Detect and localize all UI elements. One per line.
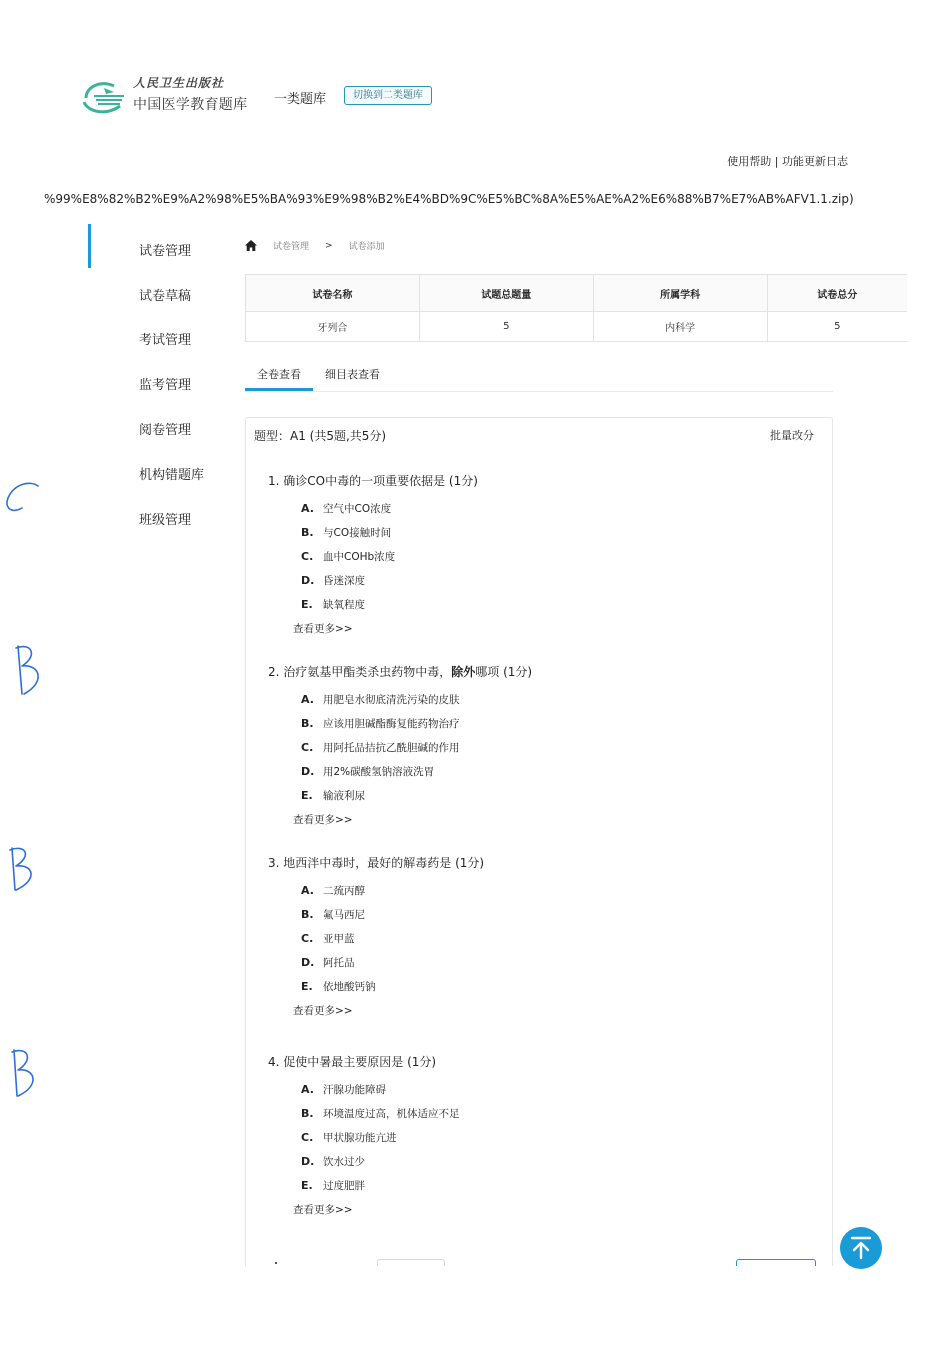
option-letter: A. bbox=[301, 1083, 314, 1096]
view-more-link[interactable]: 查看更多>> bbox=[293, 1204, 353, 1216]
option-item bbox=[301, 573, 365, 588]
pagination-fragment bbox=[275, 1262, 277, 1264]
option-text: 应该用胆碱酯酶复能药物治疗 bbox=[323, 718, 460, 730]
column-header: 试卷名称 bbox=[246, 275, 420, 312]
column-header: 试卷总分 bbox=[767, 275, 907, 312]
option-item bbox=[301, 907, 365, 922]
question-stem-text: 哪项 (1分) bbox=[475, 665, 533, 679]
option-letter: E. bbox=[301, 598, 313, 611]
option-letter: E. bbox=[301, 1179, 313, 1192]
option-text: 空气中CO浓度 bbox=[323, 503, 392, 515]
option-item bbox=[301, 931, 355, 946]
question-bank-name: 一类题库 bbox=[274, 92, 327, 107]
question-stem-text: 2. 治疗氨基甲酯类杀虫药物中毒， bbox=[268, 665, 452, 679]
switch-bank-button[interactable]: 切换到二类题库 bbox=[344, 86, 432, 105]
option-text: 缺氧程度 bbox=[323, 599, 365, 611]
question-type-label: 题型：A1 (共5题,共5分) bbox=[254, 429, 387, 443]
sidebar-active-indicator bbox=[88, 224, 91, 268]
option-text: 与CO接触时间 bbox=[323, 527, 392, 539]
paper-info-table bbox=[245, 274, 907, 342]
question-stem bbox=[268, 663, 532, 680]
option-letter: B. bbox=[301, 908, 314, 921]
option-letter: C. bbox=[301, 550, 314, 563]
option-item bbox=[301, 1082, 386, 1097]
home-icon[interactable] bbox=[245, 240, 257, 251]
handwritten-answer-b bbox=[6, 844, 42, 894]
option-item bbox=[301, 883, 365, 898]
option-item bbox=[301, 979, 376, 994]
option-letter: C. bbox=[301, 932, 314, 945]
option-text: 依地酸钙钠 bbox=[323, 981, 376, 993]
option-item bbox=[301, 549, 395, 564]
sidebar-item-class-manage[interactable]: 班级管理 bbox=[139, 513, 192, 528]
option-item bbox=[301, 525, 391, 540]
option-letter: D. bbox=[301, 574, 315, 587]
scroll-top-button[interactable] bbox=[840, 1227, 882, 1269]
sidebar-item-paper-draft[interactable]: 试卷草稿 bbox=[139, 289, 192, 304]
option-text: 过度肥胖 bbox=[323, 1180, 365, 1192]
logo-publisher-text: 人民卫生出版社 bbox=[133, 76, 225, 90]
option-item bbox=[301, 788, 365, 803]
option-item bbox=[301, 1178, 365, 1193]
option-text: 环境温度过高，机体适应不足 bbox=[323, 1108, 460, 1120]
table-cell: 5 bbox=[419, 312, 593, 342]
option-letter: B. bbox=[301, 1107, 314, 1120]
option-letter: D. bbox=[301, 956, 315, 969]
option-letter: A. bbox=[301, 502, 314, 515]
question-stem: 1. 确诊CO中毒的一项重要依据是 (1分) bbox=[268, 474, 478, 488]
option-text: 阿托品 bbox=[323, 957, 355, 969]
option-letter: D. bbox=[301, 765, 315, 778]
option-letter: E. bbox=[301, 980, 313, 993]
question-stem-emphasis: 除外 bbox=[451, 665, 476, 679]
option-text: 用肥皂水彻底清洗污染的皮肤 bbox=[323, 694, 460, 706]
option-item bbox=[301, 1154, 365, 1169]
option-text: 二巯丙醇 bbox=[323, 885, 365, 897]
logo-emblem-icon bbox=[80, 76, 128, 116]
table-cell: 内科学 bbox=[593, 312, 767, 342]
table-header-row bbox=[246, 275, 908, 312]
option-letter: A. bbox=[301, 693, 314, 706]
option-item bbox=[301, 501, 391, 516]
option-letter: E. bbox=[301, 789, 313, 802]
link-separator: | bbox=[774, 155, 779, 168]
sidebar-item-paper-manage[interactable]: 试卷管理 bbox=[139, 244, 192, 259]
question-stem: 3. 地西泮中毒时，最好的解毒药是 (1分) bbox=[268, 856, 485, 870]
handwritten-answer-c bbox=[4, 480, 44, 516]
logo[interactable] bbox=[80, 74, 260, 118]
handwritten-answer-b bbox=[12, 642, 48, 698]
handwritten-answer-b bbox=[8, 1046, 44, 1100]
option-item bbox=[301, 955, 355, 970]
option-text: 输液利尿 bbox=[323, 790, 365, 802]
option-item bbox=[301, 740, 460, 755]
view-more-link[interactable]: 查看更多>> bbox=[293, 1005, 353, 1017]
breadcrumb-current: 试卷添加 bbox=[348, 242, 385, 252]
option-text: 甲状腺功能亢进 bbox=[323, 1132, 397, 1144]
tab-full-paper[interactable]: 全卷查看 bbox=[257, 368, 301, 381]
option-letter: C. bbox=[301, 1131, 314, 1144]
table-cell: 5 bbox=[767, 312, 907, 342]
sidebar-item-wrong-bank[interactable]: 机构错题库 bbox=[139, 468, 205, 483]
tab-detail-table[interactable]: 细目表查看 bbox=[325, 368, 380, 381]
question-stem: 4. 促使中暑最主要原因是 (1分) bbox=[268, 1055, 437, 1069]
option-item bbox=[301, 716, 460, 731]
option-letter: D. bbox=[301, 1155, 315, 1168]
option-text: 汗腺功能障碍 bbox=[323, 1084, 386, 1096]
breadcrumb-separator: > bbox=[325, 240, 333, 251]
table-cell: 牙列合 bbox=[246, 312, 420, 342]
breadcrumb-item[interactable]: 试卷管理 bbox=[273, 242, 310, 252]
download-url-text: %99%E8%82%B2%E9%A2%98%E5%BA%93%E9%98%B2%E4%BD%9C%E5%BC%8A%E5%AE%A2%E6%88%B7%E7%AB%AFV1.1.zip) bbox=[44, 192, 854, 206]
column-header: 试题总题量 bbox=[419, 275, 593, 312]
sidebar-item-proctor-manage[interactable]: 监考管理 bbox=[139, 378, 192, 393]
help-link[interactable]: 使用帮助 bbox=[727, 155, 772, 168]
option-text: 亚甲蓝 bbox=[323, 933, 355, 945]
changelog-link[interactable]: 功能更新日志 bbox=[782, 155, 848, 168]
option-item bbox=[301, 1106, 460, 1121]
option-text: 饮水过少 bbox=[323, 1156, 365, 1168]
option-letter: B. bbox=[301, 526, 314, 539]
page-bottom-blank bbox=[0, 1266, 950, 1346]
batch-score-button[interactable]: 批量改分 bbox=[770, 429, 814, 442]
option-text: 血中COHb浓度 bbox=[323, 551, 396, 563]
view-more-link[interactable]: 查看更多>> bbox=[293, 623, 353, 635]
option-item bbox=[301, 764, 434, 779]
sidebar-item-grading-manage[interactable]: 阅卷管理 bbox=[139, 423, 192, 438]
option-item bbox=[301, 692, 460, 707]
view-tabs bbox=[245, 360, 833, 392]
arrow-up-icon bbox=[850, 1236, 872, 1260]
view-more-link[interactable]: 查看更多>> bbox=[293, 814, 353, 826]
top-links bbox=[727, 153, 848, 169]
option-text: 用2%碳酸氢钠溶液洗胃 bbox=[323, 766, 435, 778]
option-text: 氟马西尼 bbox=[323, 909, 365, 921]
option-item bbox=[301, 1130, 397, 1145]
option-item bbox=[301, 597, 365, 612]
option-text: 用阿托品拮抗乙酰胆碱的作用 bbox=[323, 742, 460, 754]
option-letter: C. bbox=[301, 741, 314, 754]
table-row bbox=[246, 312, 908, 342]
logo-title-text: 中国医学教育题库 bbox=[133, 97, 248, 113]
option-letter: A. bbox=[301, 884, 314, 897]
option-letter: B. bbox=[301, 717, 314, 730]
option-text: 昏迷深度 bbox=[323, 575, 365, 587]
breadcrumb bbox=[245, 239, 385, 252]
column-header: 所属学科 bbox=[593, 275, 767, 312]
sidebar-item-exam-manage[interactable]: 考试管理 bbox=[139, 333, 192, 348]
